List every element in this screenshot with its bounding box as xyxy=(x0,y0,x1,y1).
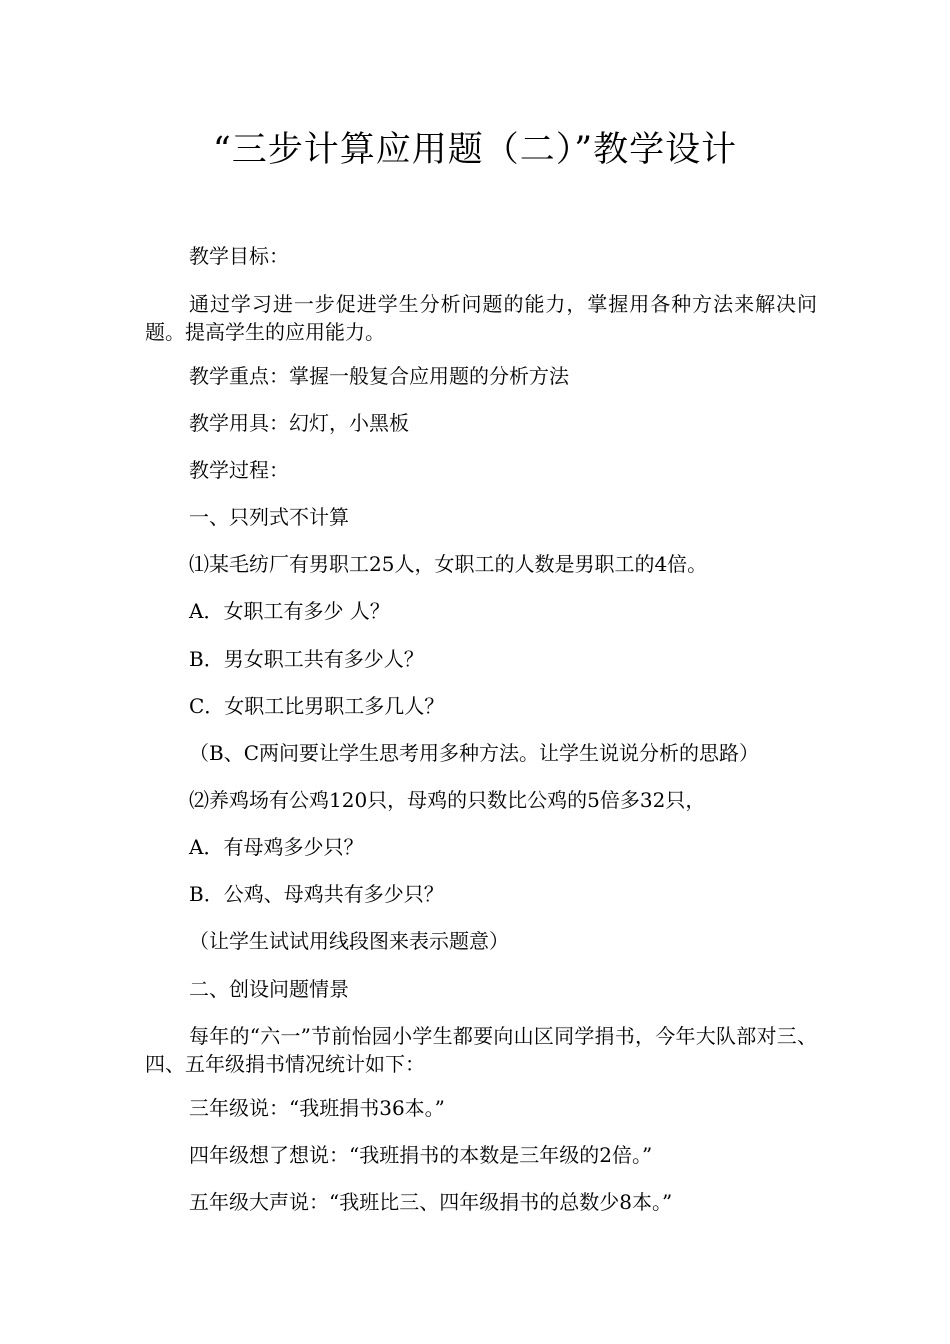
section-heading-1: 一、只列式不计算 xyxy=(189,505,349,529)
paragraph-teaching-goal: 通过学习进一步促进学生分析问题的能力，掌握用各种方法来解决问题。提高学生的应用能力。 xyxy=(145,292,817,344)
paragraph-process-heading: 教学过程： xyxy=(189,458,289,482)
problem-1-question-c: C．女职工比男职工多几人？ xyxy=(189,694,445,718)
paragraph-key-point: 教学重点：掌握一般复合应用题的分析方法 xyxy=(189,364,569,388)
scenario-paragraph: 每年的“六一”节前怡园小学生都要向山区同学捐书，今年大队部对三、四、五年级捐书情况统计如下： xyxy=(145,1024,817,1076)
section-heading-2: 二、创设问题情景 xyxy=(189,977,349,1001)
problem-1-note: （B、C两问要让学生思考用多种方法。让学生说说分析的思路） xyxy=(189,741,759,765)
problem-2: ⑵养鸡场有公鸡120只，母鸡的只数比公鸡的5倍多32只， xyxy=(189,788,706,812)
paragraph-teaching-goal-heading: 教学目标： xyxy=(189,244,289,268)
problem-2-note: （让学生试试用线段图来表示题意） xyxy=(189,929,509,953)
problem-1: ⑴某毛纺厂有男职工25人，女职工的人数是男职工的4倍。 xyxy=(189,552,708,576)
problem-1-question-b: B．男女职工共有多少人？ xyxy=(189,647,424,671)
document-title: “三步计算应用题（二）”教学设计 xyxy=(212,130,738,170)
grade-3-statement: 三年级说：“我班捐书36本。” xyxy=(189,1096,445,1120)
grade-4-statement: 四年级想了想说：“我班捐书的本数是三年级的2倍。” xyxy=(189,1143,653,1167)
grade-5-statement: 五年级大声说：“我班比三、四年级捐书的总数少8本。” xyxy=(189,1190,673,1214)
paragraph-teaching-tools: 教学用具：幻灯，小黑板 xyxy=(189,411,409,435)
problem-1-question-a: A．女职工有多少 人？ xyxy=(189,599,390,623)
problem-2-question-b: B．公鸡、母鸡共有多少只？ xyxy=(189,882,444,906)
problem-2-question-a: A．有母鸡多少只？ xyxy=(189,835,364,859)
